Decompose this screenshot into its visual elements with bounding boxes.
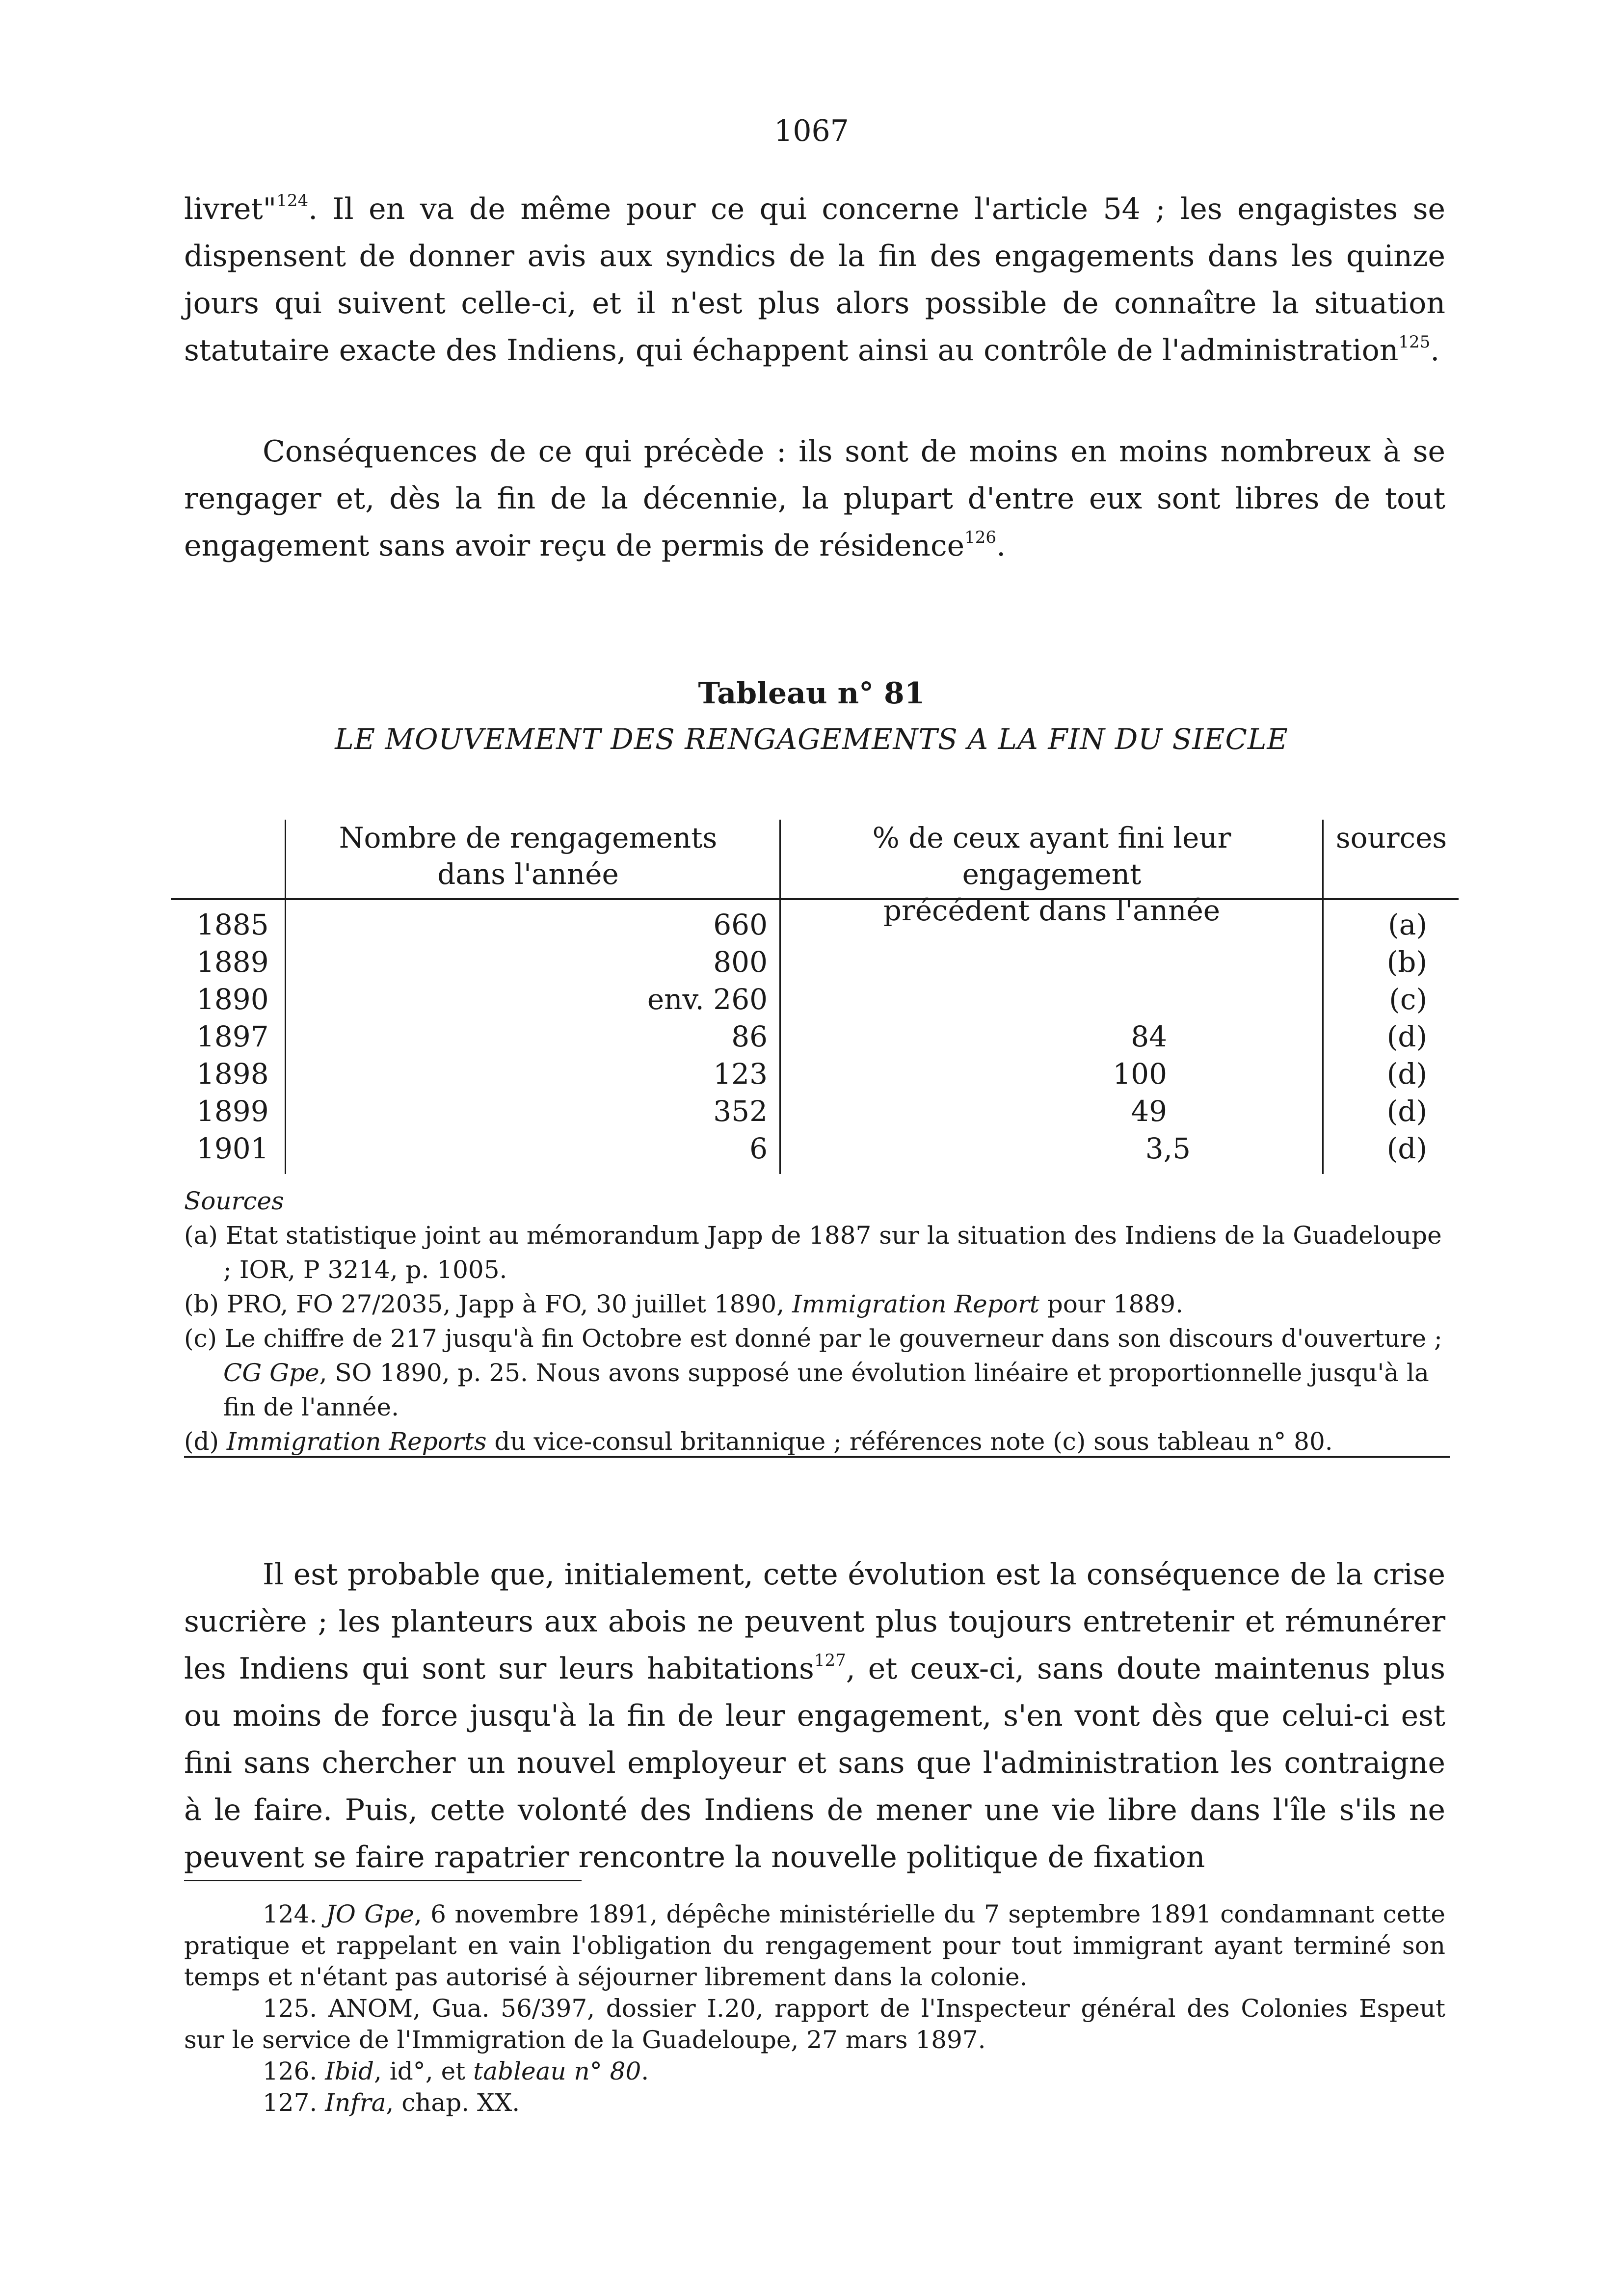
fn126-number: 126. — [263, 2057, 325, 2085]
cell-year: 1901 — [196, 1132, 269, 1165]
source-c-italic: CG Gpe — [223, 1359, 319, 1387]
header-number-line-1: Nombre de rengagements — [339, 821, 718, 854]
body-paragraph-3 — [184, 1551, 1445, 1881]
fn124-text: , 6 novembre 1891, dépêche ministérielle du 7 septembre 1891 condamnant cette pratique et rappelant en vain l'obligation du rengagement pour tout immigrant ayant terminé son temps et n'étant pas autorisé à séjourner librement dans la colonie. — [184, 1900, 1445, 1991]
cell-percentage: 49 — [1131, 1095, 1167, 1128]
cell-number: 352 — [713, 1095, 768, 1128]
footnotes — [184, 1898, 1445, 2118]
header-percentage — [781, 820, 1322, 927]
source-b-italic: Immigration Report — [792, 1290, 1039, 1318]
fn127-text: , chap. XX. — [386, 2088, 520, 2117]
cell-source: (c) — [1389, 983, 1427, 1016]
cell-number: 123 — [713, 1057, 768, 1091]
fn124-number: 124. — [263, 1900, 326, 1928]
cell-source: (b) — [1386, 945, 1427, 979]
footnote-126 — [184, 2056, 1445, 2087]
source-d — [184, 1424, 1450, 1459]
cell-percentage: 84 — [1131, 1020, 1167, 1053]
source-c-text-1: (c) Le chiffre de 217 jusqu'à fin Octobre est donné par le gouverneur dans son discours d'ouverture ; — [184, 1324, 1442, 1353]
cell-number: 86 — [731, 1020, 768, 1053]
page-number: 1067 — [774, 114, 849, 148]
header-number-of-reengagements — [289, 820, 768, 898]
footnote-125: 125. ANOM, Gua. 56/397, dossier I.20, rapport de l'Inspecteur général des Colonies Espeut sur le service de l'Immigration de la Guadeloupe, 27 mars 1897. — [184, 1994, 1445, 2054]
cell-percentage: 100 — [1113, 1057, 1167, 1091]
para3-text-1: Il est probable que, initialement, cette évolution est la conséquence de la crise sucrière ; les planteurs aux abois ne peuvent plus toujours entretenir et rémunérer les Indiens qui sont sur leurs habitations — [184, 1557, 1445, 1686]
sources-label: Sources — [184, 1187, 284, 1215]
table-row — [171, 1093, 1459, 1130]
table-row — [171, 1130, 1459, 1167]
cell-number: 6 — [749, 1132, 768, 1165]
body-paragraph-2 — [184, 428, 1445, 569]
table-row — [171, 1055, 1459, 1093]
table-row — [171, 943, 1459, 981]
cell-source: (d) — [1386, 1095, 1427, 1128]
cell-number: 800 — [713, 945, 768, 979]
sources-bottom-rule — [184, 1456, 1450, 1458]
cell-year: 1885 — [196, 908, 269, 941]
fn126-text-1: , id°, et — [374, 2057, 474, 2085]
fn126-text-2: . — [641, 2057, 649, 2085]
table-title: Tableau n° 81 — [698, 676, 925, 711]
source-d-text-1: (d) — [184, 1427, 227, 1456]
table-body — [171, 900, 1459, 1179]
cell-percentage: 3,5 — [1145, 1132, 1191, 1165]
cell-number: 660 — [713, 908, 768, 941]
header-percentage-line-2: précédent dans l'année — [883, 894, 1221, 927]
cell-year: 1889 — [196, 945, 269, 979]
source-c-text-2: , SO 1890, p. 25. Nous avons supposé une évolution linéaire et proportionnelle jusqu'à la fin de l'année. — [223, 1359, 1429, 1421]
footnote-ref-127[interactable]: 127 — [814, 1651, 846, 1670]
cell-year: 1899 — [196, 1095, 269, 1128]
fn127-number: 127. — [263, 2088, 325, 2117]
fn126-italic-1: Ibid — [325, 2057, 374, 2085]
fn124-italic: JO Gpe — [325, 1900, 414, 1928]
source-b-text-2: pour 1889. — [1039, 1290, 1183, 1318]
footnote-ref-125[interactable]: 125 — [1398, 332, 1431, 352]
para2-text-1: Conséquences de ce qui précède : ils sont de moins en moins nombreux à se rengager et, dès la fin de la décennie, la plupart d'entre eux sont libres de tout engagement sans avoir reçu de permis de résidence — [184, 434, 1445, 563]
table-row — [171, 981, 1459, 1018]
header-percentage-line-1: % de ceux ayant fini leur engagement — [872, 821, 1231, 891]
fn127-italic: Infra — [325, 2088, 386, 2117]
table-subtitle: LE MOUVEMENT DES RENGAGEMENTS A LA FIN DU SIECLE — [335, 722, 1288, 756]
cell-year: 1897 — [196, 1020, 269, 1053]
header-sources-label: sources — [1335, 821, 1447, 854]
para3-text-2: , et ceux-ci, sans doute maintenus plus ou moins de force jusqu'à la fin de leur engagement, s'en vont dès que celui-ci est fini sans chercher un nouvel employeur et sans que l'administration les contraigne à le faire. Puis, cette volonté des Indiens de mener une vie libre dans l'île s'ils ne peuvent se faire rapatrier rencontre la nouvelle politique de fixation — [184, 1652, 1445, 1874]
para1-text-1: livret" — [184, 192, 277, 226]
source-a: (a) Etat statistique joint au mémorandum Japp de 1887 sur la situation des Indiens de la Guadeloupe ; IOR, P 3214, p. 1005. — [184, 1221, 1442, 1284]
cell-year: 1898 — [196, 1057, 269, 1091]
source-d-italic: Immigration Reports — [226, 1427, 487, 1456]
para1-text-3: . — [1430, 333, 1440, 368]
footnote-124 — [184, 1898, 1445, 1993]
para2-text-2: . — [996, 529, 1006, 563]
cell-year: 1890 — [196, 983, 269, 1016]
cell-source: (a) — [1388, 908, 1427, 941]
cell-number: env. 260 — [647, 983, 768, 1016]
footnote-127 — [184, 2087, 1445, 2118]
table-sources — [184, 1184, 1450, 1459]
para1-text-2: . Il en va de même pour ce qui concerne l'article 54 ; les engagistes se dispensent de donner avis aux syndics de la fin des engagements dans les quinze jours qui suivent celle-ci, et il n'est plus alors possible de connaître la situation statutaire exacte des Indiens, qui échappent ainsi au contrôle de l'administration — [184, 192, 1445, 368]
header-number-line-2: dans l'année — [437, 857, 619, 891]
footnote-separator — [184, 1880, 582, 1881]
footnote-ref-126[interactable]: 126 — [964, 528, 997, 547]
cell-source: (d) — [1386, 1132, 1427, 1165]
source-b — [184, 1287, 1450, 1321]
body-paragraph-1 — [184, 186, 1445, 374]
source-d-text-2: du vice-consul britannique ; références note (c) sous tableau n° 80. — [486, 1427, 1333, 1456]
data-table — [171, 820, 1459, 1179]
footnote-ref-124[interactable]: 124 — [276, 191, 309, 211]
table-row — [171, 1018, 1459, 1055]
fn126-italic-2: tableau n° 80 — [473, 2057, 641, 2085]
header-sources — [1324, 820, 1459, 898]
cell-source: (d) — [1386, 1020, 1427, 1053]
source-b-text-1: (b) PRO, FO 27/2035, Japp à FO, 30 juillet 1890, — [184, 1290, 792, 1318]
source-c — [184, 1321, 1450, 1424]
cell-source: (d) — [1386, 1057, 1427, 1091]
table-row — [171, 906, 1459, 943]
